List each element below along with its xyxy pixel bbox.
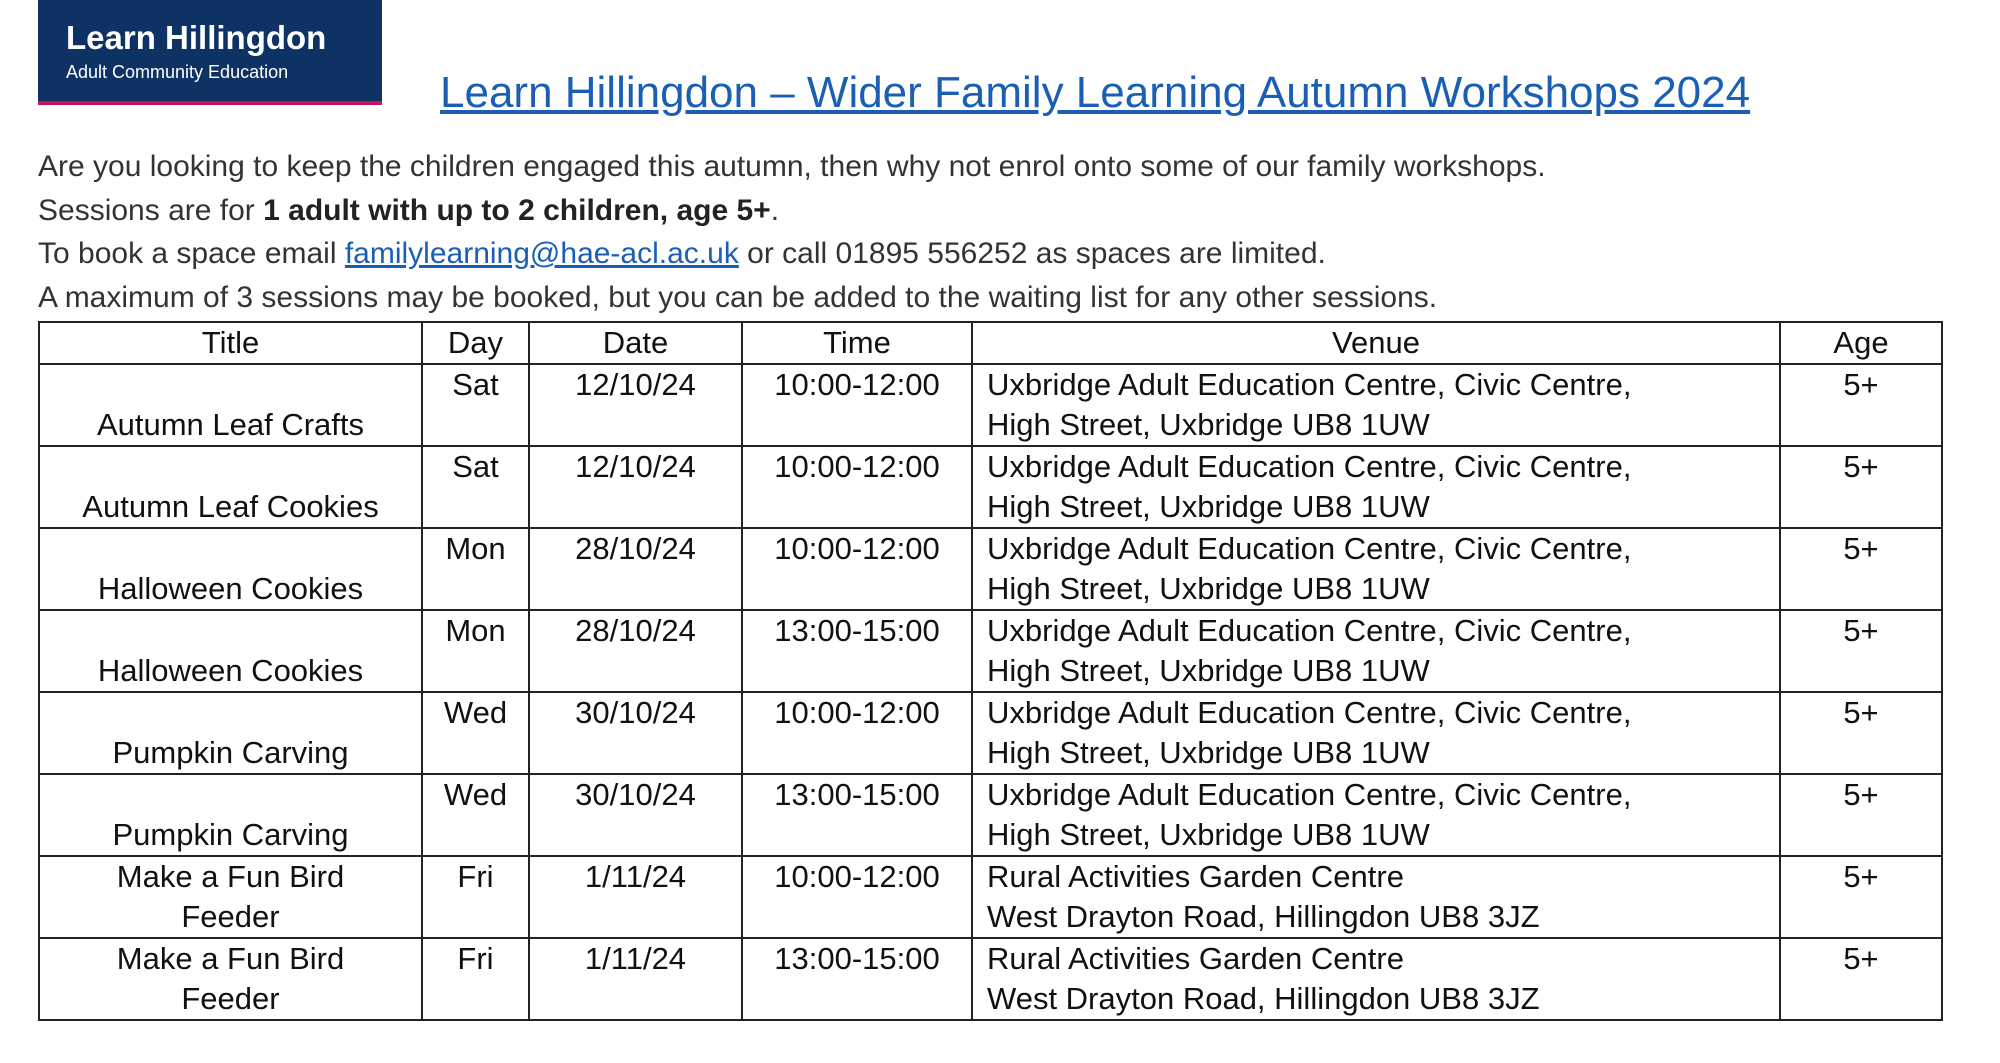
col-header-time: Time [742, 322, 972, 364]
intro-line-2-suffix: . [770, 194, 780, 227]
logo-subtitle: Adult Community Education [66, 62, 289, 82]
age-cell: 5+ [1780, 856, 1942, 938]
col-header-title: Title [39, 322, 422, 364]
venue-cell [972, 856, 1780, 938]
venue-line-2: High Street, Uxbridge UB8 1UW [987, 489, 1430, 524]
workshop-title-cell: Halloween Cookies [39, 528, 422, 610]
venue-line-2: High Street, Uxbridge UB8 1UW [987, 735, 1430, 770]
venue-line-1: Uxbridge Adult Education Centre, Civic Centre, [987, 695, 1632, 730]
venue-cell [972, 774, 1780, 856]
col-header-age: Age [1780, 322, 1942, 364]
age-cell: 5+ [1780, 610, 1942, 692]
intro-line-4: A maximum of 3 sessions may be booked, but you can be added to the waiting list for any other sessions. [38, 281, 1438, 314]
time-cell: 10:00-12:00 [742, 692, 972, 774]
venue-line-1: Rural Activities Garden Centre [987, 859, 1404, 894]
venue-cell [972, 692, 1780, 774]
day-cell: Sat [422, 446, 529, 528]
table-header-row [39, 322, 1942, 364]
date-cell: 30/10/24 [529, 692, 742, 774]
table-row [39, 446, 1942, 528]
day-cell: Sat [422, 364, 529, 446]
workshop-title-cell: Halloween Cookies [39, 610, 422, 692]
venue-line-1: Uxbridge Adult Education Centre, Civic Centre, [987, 449, 1632, 484]
venue-cell [972, 938, 1780, 1020]
date-cell: 30/10/24 [529, 774, 742, 856]
time-cell: 10:00-12:00 [742, 364, 972, 446]
venue-line-2: High Street, Uxbridge UB8 1UW [987, 571, 1430, 606]
day-cell: Fri [422, 856, 529, 938]
email-link[interactable]: familylearning@hae-acl.ac.uk [344, 237, 739, 270]
venue-line-2: High Street, Uxbridge UB8 1UW [987, 817, 1430, 852]
time-cell: 10:00-12:00 [742, 528, 972, 610]
date-cell: 1/11/24 [529, 856, 742, 938]
venue-line-2: West Drayton Road, Hillingdon UB8 3JZ [987, 981, 1540, 1016]
workshop-title-cell: Autumn Leaf Cookies [39, 446, 422, 528]
venue-line-1: Rural Activities Garden Centre [987, 941, 1404, 976]
age-cell: 5+ [1780, 364, 1942, 446]
time-cell: 13:00-15:00 [742, 774, 972, 856]
logo-name: Learn Hillingdon [66, 19, 327, 56]
col-header-venue: Venue [972, 322, 1780, 364]
intro-line-2-bold: 1 adult with up to 2 children, age 5+ [263, 194, 771, 227]
intro-line-3-suffix: or call 01895 556252 as spaces are limited. [738, 237, 1326, 270]
date-cell: 12/10/24 [529, 364, 742, 446]
age-cell: 5+ [1780, 774, 1942, 856]
table-row [39, 528, 1942, 610]
venue-cell [972, 610, 1780, 692]
table-row [39, 856, 1942, 938]
venue-cell [972, 528, 1780, 610]
date-cell: 28/10/24 [529, 528, 742, 610]
date-cell: 1/11/24 [529, 938, 742, 1020]
table-row [39, 774, 1942, 856]
venue-line-1: Uxbridge Adult Education Centre, Civic Centre, [987, 367, 1632, 402]
date-cell: 28/10/24 [529, 610, 742, 692]
intro-line-2 [38, 191, 779, 231]
workshops-table [38, 321, 1943, 1021]
venue-line-2: West Drayton Road, Hillingdon UB8 3JZ [987, 899, 1540, 934]
venue-cell [972, 446, 1780, 528]
workshop-title-cell: Pumpkin Carving [39, 692, 422, 774]
day-cell: Mon [422, 610, 529, 692]
page-title-link[interactable]: Learn Hillingdon – Wider Family Learning Autumn Workshops 2024 [440, 68, 1751, 117]
table-row [39, 692, 1942, 774]
workshop-title-cell: Make a Fun Bird Feeder [39, 856, 422, 938]
venue-line-2: High Street, Uxbridge UB8 1UW [987, 653, 1430, 688]
intro-line-1: Are you looking to keep the children engaged this autumn, then why not enrol onto some of our family workshops. [38, 150, 1546, 183]
time-cell: 10:00-12:00 [742, 856, 972, 938]
table-row [39, 364, 1942, 446]
intro-line-3-prefix: To book a space email [38, 237, 345, 270]
day-cell: Wed [422, 692, 529, 774]
age-cell: 5+ [1780, 528, 1942, 610]
age-cell: 5+ [1780, 938, 1942, 1020]
venue-line-1: Uxbridge Adult Education Centre, Civic Centre, [987, 613, 1632, 648]
workshop-title-cell: Autumn Leaf Crafts [39, 364, 422, 446]
workshop-title-cell: Pumpkin Carving [39, 774, 422, 856]
venue-line-1: Uxbridge Adult Education Centre, Civic Centre, [987, 531, 1632, 566]
workshop-title-cell: Make a Fun Bird Feeder [39, 938, 422, 1020]
date-cell: 12/10/24 [529, 446, 742, 528]
intro-line-3 [38, 234, 1326, 274]
time-cell: 13:00-15:00 [742, 610, 972, 692]
learn-hillingdon-logo [38, 0, 382, 105]
time-cell: 10:00-12:00 [742, 446, 972, 528]
col-header-date: Date [529, 322, 742, 364]
day-cell: Mon [422, 528, 529, 610]
venue-cell [972, 364, 1780, 446]
time-cell: 13:00-15:00 [742, 938, 972, 1020]
age-cell: 5+ [1780, 692, 1942, 774]
venue-line-1: Uxbridge Adult Education Centre, Civic Centre, [987, 777, 1632, 812]
col-header-day: Day [422, 322, 529, 364]
day-cell: Fri [422, 938, 529, 1020]
table-row [39, 610, 1942, 692]
table-row [39, 938, 1942, 1020]
venue-line-2: High Street, Uxbridge UB8 1UW [987, 407, 1430, 442]
intro-line-2-prefix: Sessions are for [38, 194, 264, 227]
day-cell: Wed [422, 774, 529, 856]
age-cell: 5+ [1780, 446, 1942, 528]
